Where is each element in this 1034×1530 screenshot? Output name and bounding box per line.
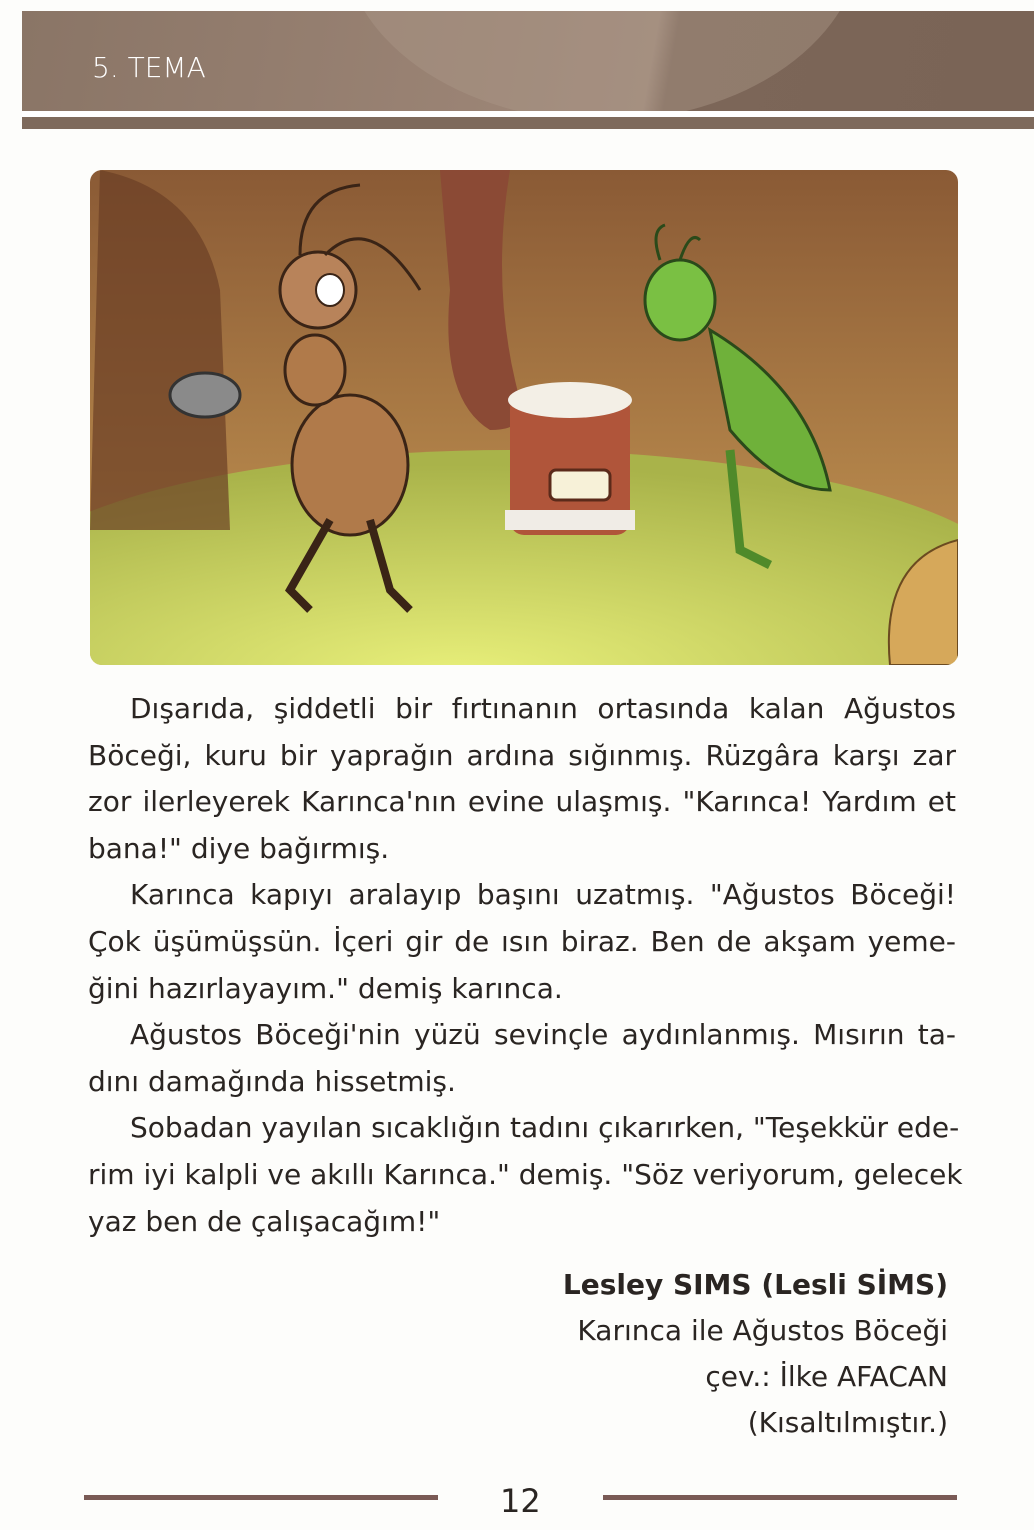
header-rule: [22, 117, 1034, 129]
line-text: Karınca kapıyı aralayıp başını uzatmış. "Ağustos Böceği!: [130, 878, 956, 912]
line-text: Böceği, kuru bir yaprağın ardına sığınmış. Rüzgâra karşı zar: [88, 738, 956, 772]
author-name: Lesley SIMS (Lesli SİMS): [562, 1268, 948, 1301]
story-line: [88, 1152, 963, 1199]
story-line: [88, 872, 956, 919]
book-title: Karınca ile Ağustos Böceği: [577, 1314, 948, 1347]
abridged-note: (Kısaltılmıştır.): [747, 1406, 948, 1439]
story-line: [88, 686, 956, 733]
line-text: Dışarıda, şiddetli bir fırtınanın ortasında kalan Ağustos: [130, 692, 956, 725]
theme-title: 5. TEMA: [92, 51, 206, 84]
line-text: zor ilerleyerek Karınca'nın evine ulaşmış. "Karınca! Yardım et: [88, 785, 956, 819]
story-line: [88, 1105, 960, 1152]
story-text: [88, 686, 963, 1245]
story-line: [88, 826, 956, 873]
story-line: [88, 966, 956, 1013]
line-text: ğini hazırlayayım." demiş karınca.: [88, 971, 563, 1005]
story-line: [88, 733, 956, 780]
line-text: dını damağında hissetmiş.: [88, 1064, 456, 1098]
banner-curve-decoration: [342, 11, 862, 111]
story-line: [88, 779, 956, 826]
page-number: 12: [500, 1482, 541, 1520]
story-line: [88, 919, 956, 966]
line-text: Ağustos Böceği'nin yüzü sevinçle aydınlanmış. Mısırın ta-: [130, 1018, 956, 1052]
story-line: [88, 1199, 956, 1246]
story-line: [88, 1059, 956, 1106]
footer-rule-left: [84, 1495, 438, 1500]
line-text: yaz ben de çalışacağım!": [88, 1204, 441, 1238]
source-credits: [563, 1262, 948, 1446]
line-text: Çok üşümüşsün. İçeri gir de ısın biraz. Ben de akşam yeme-: [88, 924, 956, 958]
theme-header-banner: [22, 11, 1034, 111]
translator: çev.: İlke AFACAN: [705, 1360, 948, 1393]
line-text: rim iyi kalpli ve akıllı Karınca." demiş. "Söz veriyorum, gelecek: [88, 1157, 963, 1191]
story-line: [88, 1012, 956, 1059]
line-text: Sobadan yayılan sıcaklığın tadını çıkarırken, "Teşekkür ede-: [130, 1111, 960, 1145]
footer-rule-right: [603, 1495, 957, 1500]
story-illustration: [90, 170, 958, 665]
line-text: bana!" diye bağırmış.: [88, 831, 390, 865]
